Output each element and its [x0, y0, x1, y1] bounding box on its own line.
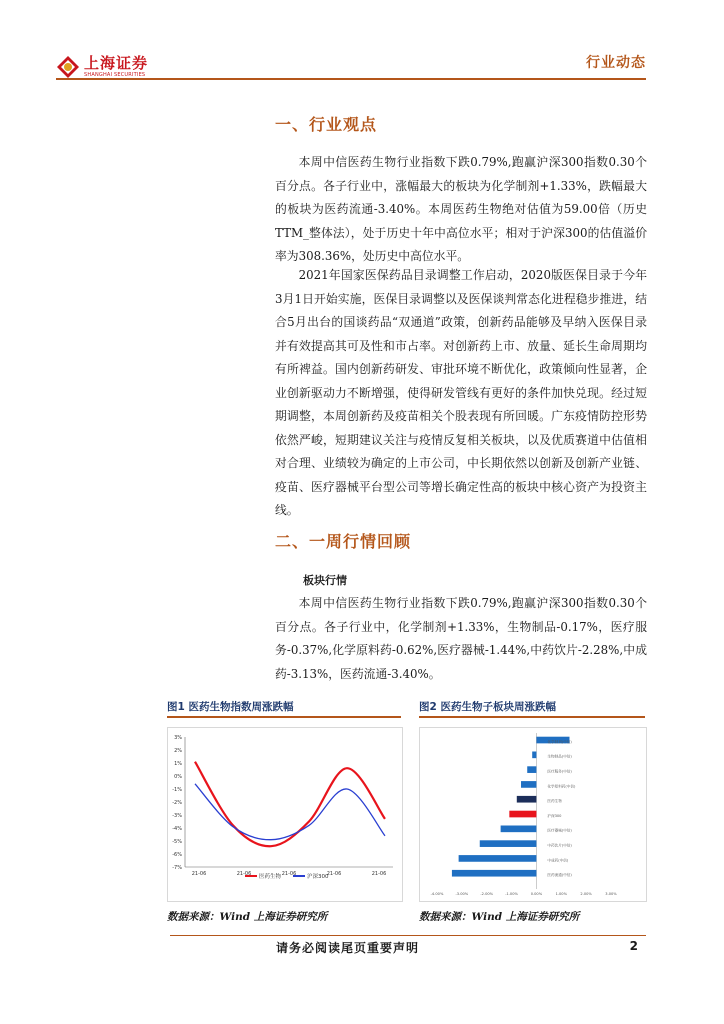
- company-logo: [56, 55, 148, 79]
- chart2-bar: [452, 870, 537, 877]
- chart1-y-tick-label: 3%: [174, 735, 182, 741]
- chart2-bar: [459, 855, 537, 862]
- chart1-x-tick-label: 21-06: [371, 871, 387, 877]
- chart1-y-tick-label: -7%: [172, 865, 182, 871]
- logo-chinese-name: 上海证券: [84, 54, 149, 72]
- chart2-category-label: 生物制品(中信): [547, 754, 572, 759]
- chart2-category-label: 中成药(中信): [547, 858, 569, 863]
- chart2-category-label: 中药饮片(中信): [547, 843, 572, 848]
- logo-english-name: SHANGHAI SECURITIES: [84, 72, 146, 78]
- chart2-category-label: 医疗服务(中信): [547, 769, 572, 774]
- figure1-data-source: 数据来源：Wind 上海证券研究所: [167, 911, 328, 923]
- chart2-x-tick-label: 3.00%: [605, 892, 617, 896]
- chart2-x-tick-label: -1.00%: [505, 892, 518, 896]
- paragraph-sector-returns: 本周中信医药生物行业指数下跌0.79%,跑赢沪深300指数0.30个百分点。各子行业中，化学制剂+1.33%，生物制品-0.17%，医疗服务-0.37%,化学原料药-0.62%,医疗器械-1.44%,中药饮片-2.28%,中成药-3.13%，医药流通-3.40%。: [275, 596, 647, 681]
- header-divider: [56, 78, 646, 80]
- figure2-title-underline: [419, 716, 645, 718]
- chart1-x-tick-label: 21-06: [281, 871, 297, 877]
- chart1-legend-label: 沪深300: [307, 874, 329, 880]
- chart2-category-label: 医药生物: [547, 799, 562, 804]
- figure1-title: 图1 医药生物指数周涨跌幅: [167, 701, 294, 713]
- figure2-bar-chart: [419, 727, 647, 902]
- paragraph-index-summary: 本周中信医药生物行业指数下跌0.79%,跑赢沪深300指数0.30个百分点。各子行业中，涨幅最大的板块为化学制剂+1.33%，跌幅最大的板块为医药流通-3.40%。本周医药生物绝对估值为59.00倍（历史TTM_整体法），处于历史十年中高位水平；相对于沪深300的估值溢价率为308.36%，处历史中高位水平。: [275, 155, 647, 263]
- chart1-y-tick-label: -5%: [172, 839, 182, 845]
- chart2-bar: [517, 796, 537, 803]
- chart2-bar: [509, 811, 536, 818]
- chart1-y-tick-label: -4%: [172, 826, 182, 832]
- document-type: 行业动态: [586, 55, 646, 71]
- chart2-category-label: 沪深300: [547, 813, 562, 818]
- footer-divider: [170, 935, 646, 936]
- chart2-x-tick-label: 1.00%: [555, 892, 567, 896]
- chart1-y-tick-label: 2%: [174, 748, 182, 754]
- chart1-y-tick-label: -3%: [172, 813, 182, 819]
- chart2-x-tick-label: -3.00%: [455, 892, 469, 896]
- subheading-sector-performance: 板块行情: [303, 574, 347, 587]
- page-number: 2: [629, 939, 638, 953]
- chart1-y-tick-label: 1%: [174, 761, 182, 767]
- chart2-category-label: 医药流通(中信): [547, 873, 572, 878]
- figure1-title-underline: [167, 716, 401, 718]
- chart1-y-tick-label: -2%: [172, 800, 182, 806]
- paragraph-policy-outlook: 2021年国家医保药品目录调整工作启动，2020版医保目录于今年3月1日开始实施，医保目录调整以及医保谈判常态化进程稳步推进，结合5月出台的国谈药品“双通道”政策，创新药品能够及早纳入医保目录并有效提高其可及性和市占率。对创新药上市、放量、延长生命周期均有所裨益。国内创新药研发、审批环境不断优化，政策倾向性显著，企业创新驱动力不断增强，使得研发管线有更好的条件加快兑现。经过短期调整，本周创新药及疫苗相关个股表现有所回暖。广东疫情防控形势依然严峻，短期建议关注与疫情反复相关板块，以及优质赛道中估值相对合理、业绩较为确定的上市公司，中长期依然以创新及创新产业链、疫苗、医疗器械平台型公司等增长确定性高的板块中核心资产为投资主线。: [275, 268, 647, 517]
- chart2-x-tick-label: 2.00%: [580, 892, 592, 896]
- chart1-x-tick-label: 21-06: [326, 871, 342, 877]
- chart1-y-tick-label: -1%: [172, 787, 182, 793]
- chart2-bar: [521, 781, 536, 788]
- chart2-x-tick-label: 0.00%: [530, 892, 543, 896]
- chart2-x-tick-label: -4.00%: [430, 892, 444, 896]
- chart1-series-line-pharma: [195, 762, 385, 847]
- chart2-category-label: 化学制剂(中信): [547, 739, 572, 744]
- chart1-x-tick-label: 21-06: [191, 871, 207, 877]
- section-title-weekly-review: 二、一周行情回顾: [275, 532, 412, 551]
- section-title-industry-view: 一、行业观点: [275, 115, 378, 134]
- figure2-title: 图2 医药生物子板块周涨跌幅: [419, 701, 556, 713]
- chart2-bar: [527, 766, 536, 773]
- chart2-bar: [501, 826, 537, 833]
- chart2-category-label: 医疗器械(中信): [547, 828, 572, 833]
- shanghai-securities-logo-icon: [56, 55, 80, 79]
- chart1-y-tick-label: -6%: [172, 852, 182, 858]
- figure2-data-source: 数据来源：Wind 上海证券研究所: [419, 911, 580, 923]
- chart2-category-label: 化学原料药(中信): [547, 784, 576, 789]
- chart2-x-tick-label: -2.00%: [480, 892, 494, 896]
- chart2-bar: [480, 840, 537, 847]
- chart2-bar: [532, 752, 536, 759]
- footer-disclaimer: 请务必阅读尾页重要声明: [276, 941, 420, 955]
- figure1-line-chart: [167, 727, 403, 902]
- chart1-legend-label: 医药生物: [259, 874, 282, 880]
- chart1-x-tick-label: 21-06: [236, 871, 252, 877]
- chart1-y-tick-label: 0%: [174, 774, 182, 780]
